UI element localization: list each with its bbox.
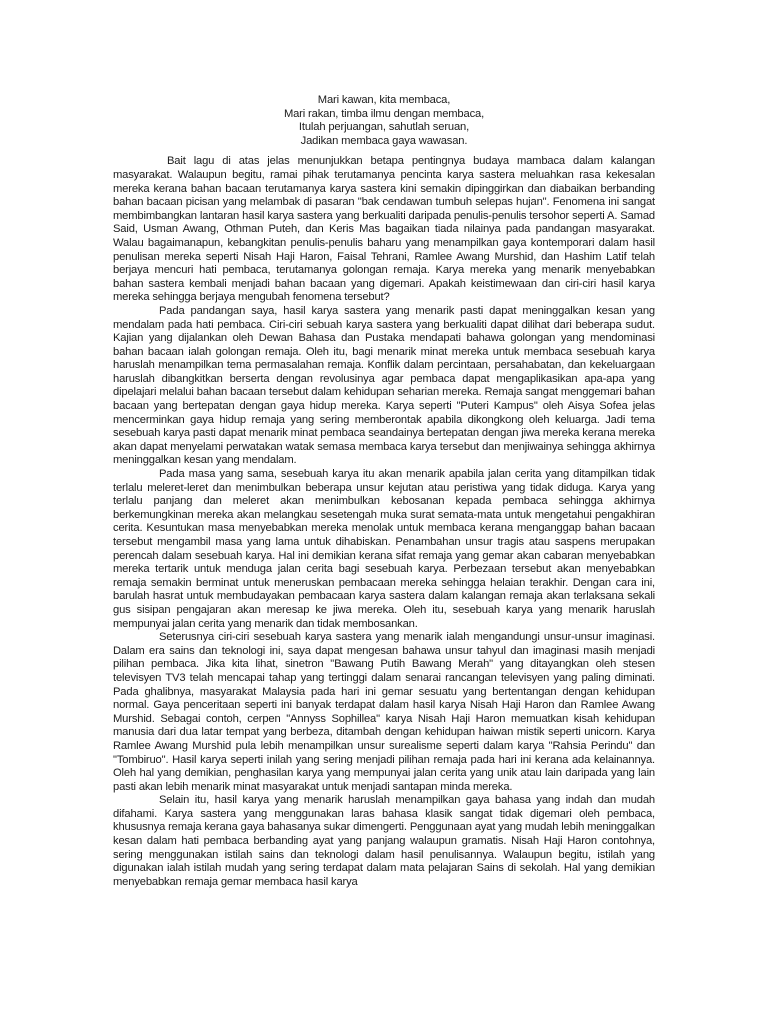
paragraph-storyline: Pada masa yang sama, sesebuah karya itu akan menarik apabila jalan cerita yang ditampilkan tidak terlalu meleret-leret dan menimbulkan beberapa unsur kejutan atau peristiwa yang tidak diduga. Karya yang terlalu panjang dan meleret akan menimbulkan kebosanan kepada pembaca sehingga akhirnya berkemungkinan mereka akan melangkau sesetengah muka surat semata-mata untuk mengetahui pengakhiran cerita. Kesuntukan masa menyebabkan mereka menolak untuk membaca kerana menganggap bahan bacaan tersebut mengambil masa yang lama untuk dihabiskan. Penambahan unsur tragis atau saspens merupakan perencah dalam sesebuah karya. Hal ini demikian kerana sifat remaja yang gemar akan cabaran menyebabkan mereka tertarik untuk menduga jalan cerita bagi sesebuah karya. Perbezaan tersebut akan menyebabkan remaja semakin berminat untuk meneruskan pembacaan mereka sehingga helaian terakhir. Dengan cara ini, barulah hasrat untuk membudayakan pembacaan karya sastera dalam kalangan remaja akan terlaksana sekali gus sisipan pengajaran akan meresap ke jiwa mereka. Oleh itu, sesebuah karya yang menarik haruslah mempunyai jalan cerita yang menarik dan tidak membosankan.: [113, 468, 655, 630]
document-page: [113, 94, 655, 889]
paragraph-theme: Pada pandangan saya, hasil karya sastera yang menarik pasti dapat meninggalkan kesan yang mendalam pada hati pembaca. Ciri-ciri sebuah karya sastera yang berkualiti dapat dilihat dari beberapa sudut. Kajian yang dijalankan oleh Dewan Bahasa dan Pustaka mendapati bahawa golongan yang mendominasi bahan bacaan ialah golongan remaja. Oleh itu, bagi menarik minat mereka untuk membaca sesebuah karya haruslah menampilkan tema permasalahan remaja. Konflik dalam percintaan, persahabatan, dan kekeluargaan haruslah dibangkitkan berserta dengan revolusinya agar pembaca dapat mengaplikasikan apa-apa yang dipelajari melalui bahan bacaan tersebut dalam kehidupan seharian mereka. Remaja sangat menggemari bahan bacaan yang bertepatan dengan gaya hidup mereka. Karya seperti "Puteri Kampus" oleh Aisya Sofea jelas mencerminkan gaya hidup remaja yang sering memberontak apabila dikongkong oleh keluarga. Jadi tema sesebuah karya pasti dapat menarik minat pembaca seandainya bertepatan dengan jiwa mereka kerana mereka akan dapat menyelami perwatakan watak semasa membaca karya tersebut dan menjiwainya sehingga akhirnya meninggalkan kesan yang mendalam.: [113, 304, 655, 467]
poem-stanza: [113, 94, 655, 148]
paragraph-introduction: Bait lagu di atas jelas menunjukkan betapa pentingnya budaya mambaca dalam kalangan masyarakat. Walaupun begitu, ramai pihak terutamanya pencinta karya sastera meluahkan rasa kekesalan mereka kerana bahan bacaan terutamanya karya sastera kini semakin dipinggirkan dan diabaikan berbanding bahan bacaan picisan yang melambak di pasaran "bak cendawan tumbuh selepas hujan". Fenomena ini sangat membimbangkan lantaran hasil karya sastera yang berkualiti daripada penulis-penulis tersohor seperti A. Samad Said, Usman Awang, Othman Puteh, dan Keris Mas bagaikan tiada nilainya pada pandangan masyarakat. Walau bagaimanapun, kebangkitan penulis-penulis baharu yang menampilkan gaya kontemporari dalam hasil penulisan mereka seperti Nisah Haji Haron, Faisal Tehrani, Ramlee Awang Murshid, dan Hashim Latif telah berjaya mencuri hati pembaca, terutamanya golongan remaja. Karya mereka yang menarik menyebabkan bahan sastera kembali menjadi bahan bacaan yang digemari. Apakah keistimewaan dan ciri-ciri hasil karya mereka sehingga berjaya mengubah fenomena tersebut?: [113, 155, 655, 304]
poem-line: Mari rakan, timba ilmu dengan membaca,: [283, 107, 485, 120]
paragraph-language-style: Selain itu, hasil karya yang menarik haruslah menampilkan gaya bahasa yang indah dan mudah difahami. Karya sastera yang menggunakan laras bahasa klasik sangat tidak digemari oleh pembaca, khususnya remaja kerana gaya bahasanya sukar dimengerti. Penggunaan ayat yang mudah lebih meninggalkan kesan dalam hati pembaca berbanding ayat yang panjang walaupun gramatis. Nisah Haji Haron contohnya, sering menggunakan istilah sains dan teknologi dalam hasil penulisannya. Walaupun begitu, istilah yang digunakan ialah istilah mudah yang sering terdapat dalam mata pelajaran Sains di sekolah. Hal yang demikian menyebabkan remaja gemar membaca hasil karya: [113, 794, 655, 888]
poem-line: Jadikan membaca gaya wawasan.: [300, 134, 468, 147]
paragraph-imagination: Seterusnya ciri-ciri sesebuah karya sastera yang menarik ialah mengandungi unsur-unsur imaginasi. Dalam era sains dan teknologi ini, saya dapat mengesan bahawa unsur tahyul dan imaginasi masih menjadi pilihan pembaca. Jika kita lihat, sinetron "Bawang Putih Bawang Merah" yang ditayangkan oleh stesen televisyen TV3 telah mencapai tahap yang tertinggi dalam senarai rancangan televisyen yang paling diminati. Pada ghalibnya, masyarakat Malaysia pada hari ini gemar sesuatu yang bertentangan dengan kehidupan normal. Gaya penceritaan seperti ini banyak terdapat dalam hasil karya Nisah Haji Haron dan Ramlee Awang Murshid. Sebagai contoh, cerpen "Annyss Sophillea" karya Nisah Haji Haron memuatkan kisah kehidupan manusia dari dua latar tempat yang berbeza, ditambah dengan kehidupan haiwan mistik seperti unicorn. Karya Ramlee Awang Murshid pula lebih menampilkan unsur surealisme seperti dalam karya "Rahsia Perindu" dan "Tombiruo". Hasil karya seperti inilah yang sering menjadi pilihan remaja pada hari ini kerana ada kelainannya. Oleh hal yang demikian, penghasilan karya yang mempunyai jalan cerita yang unik atau lain daripada yang lain pasti akan lebih menarik minat masyarakat untuk menjadi santapan minda mereka.: [113, 631, 655, 793]
poem-line: Mari kawan, kita membaca,: [317, 94, 451, 106]
poem-line: Itulah perjuangan, sahutlah seruan,: [298, 121, 470, 134]
